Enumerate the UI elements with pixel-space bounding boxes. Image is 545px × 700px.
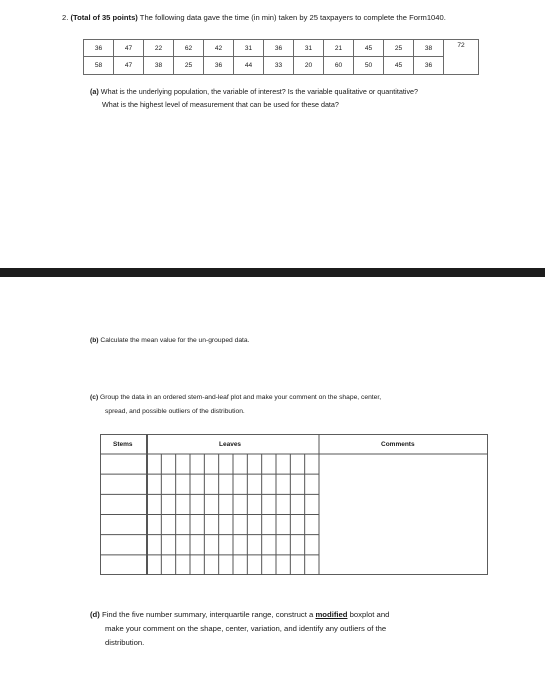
data-cell: 22 (144, 40, 174, 57)
data-cell: 42 (204, 40, 234, 57)
leaves-header: Leaves (219, 441, 242, 448)
data-cell: 47 (114, 40, 144, 57)
data-cell: 36 (84, 40, 114, 57)
part-a-line-1: What is the underlying population, the variable of interest? Is the variable qualitative or quantitative? (98, 87, 419, 96)
data-cell: 62 (174, 40, 204, 57)
data-cell: 21 (324, 40, 354, 57)
data-cell: 36 (264, 40, 294, 57)
data-cell: 38 (414, 40, 444, 57)
part-d-line-3: distribution. (105, 638, 145, 647)
data-cell: 33 (264, 57, 294, 75)
question-number: 2. (62, 13, 69, 22)
data-cell: 25 (174, 57, 204, 75)
data-cell: 58 (84, 57, 114, 75)
part-b-label: (b) (90, 337, 99, 344)
data-cell: 38 (144, 57, 174, 75)
part-c-line-2: spread, and possible outliers of the distribution. (105, 408, 245, 415)
stem-leaf-grid-lines (100, 434, 488, 575)
part-d-line-1-before: Find the five number summary, interquartile range, construct a (99, 610, 316, 619)
data-cell: 25 (384, 40, 414, 57)
data-cell: 45 (354, 40, 384, 57)
part-a-label: (a) (90, 87, 99, 96)
data-cell: 72 (444, 40, 479, 75)
data-cell: 50 (354, 57, 384, 75)
part-c-label: (c) (90, 394, 99, 401)
data-row-1 (84, 40, 479, 57)
data-cell: 44 (234, 57, 264, 75)
data-cell: 47 (114, 57, 144, 75)
data-cell: 20 (294, 57, 324, 75)
part-d-line-2: make your comment on the shape, center, variation, and identify any outliers of the (105, 624, 387, 633)
part-d-line-1-after: boxplot and (347, 610, 390, 619)
data-cell: 31 (234, 40, 264, 57)
data-cell: 36 (414, 57, 444, 75)
stem-leaf-grid (100, 434, 488, 575)
question-intro: The following data gave the time (in min) taken by 25 taxpayers to complete the Form1040. (137, 13, 446, 22)
part-d-emphasis: modified (315, 610, 348, 619)
part-b-text: Calculate the mean value for the un-grouped data. (98, 337, 250, 344)
question-title (62, 13, 446, 22)
part-a-question (90, 87, 418, 96)
question-points: (Total of 35 points) (70, 13, 138, 22)
comments-header: Comments (381, 441, 415, 448)
data-cell: 31 (294, 40, 324, 57)
data-table (83, 39, 479, 75)
part-a-line-2: What is the highest level of measurement that can be used for these data? (102, 100, 339, 109)
part-d-question (90, 610, 389, 619)
worksheet-page-1 (0, 0, 545, 268)
page-divider (0, 268, 545, 277)
part-d-label: (d) (90, 610, 100, 619)
data-row-2 (84, 57, 479, 75)
part-b-question (90, 337, 250, 344)
part-c-line-1: Group the data in an ordered stem-and-leaf plot and make your comment on the shape, center, (98, 394, 382, 401)
data-cell: 36 (204, 57, 234, 75)
part-c-question (90, 394, 381, 401)
stems-header: Stems (113, 441, 133, 448)
data-cell: 60 (324, 57, 354, 75)
data-cell: 45 (384, 57, 414, 75)
